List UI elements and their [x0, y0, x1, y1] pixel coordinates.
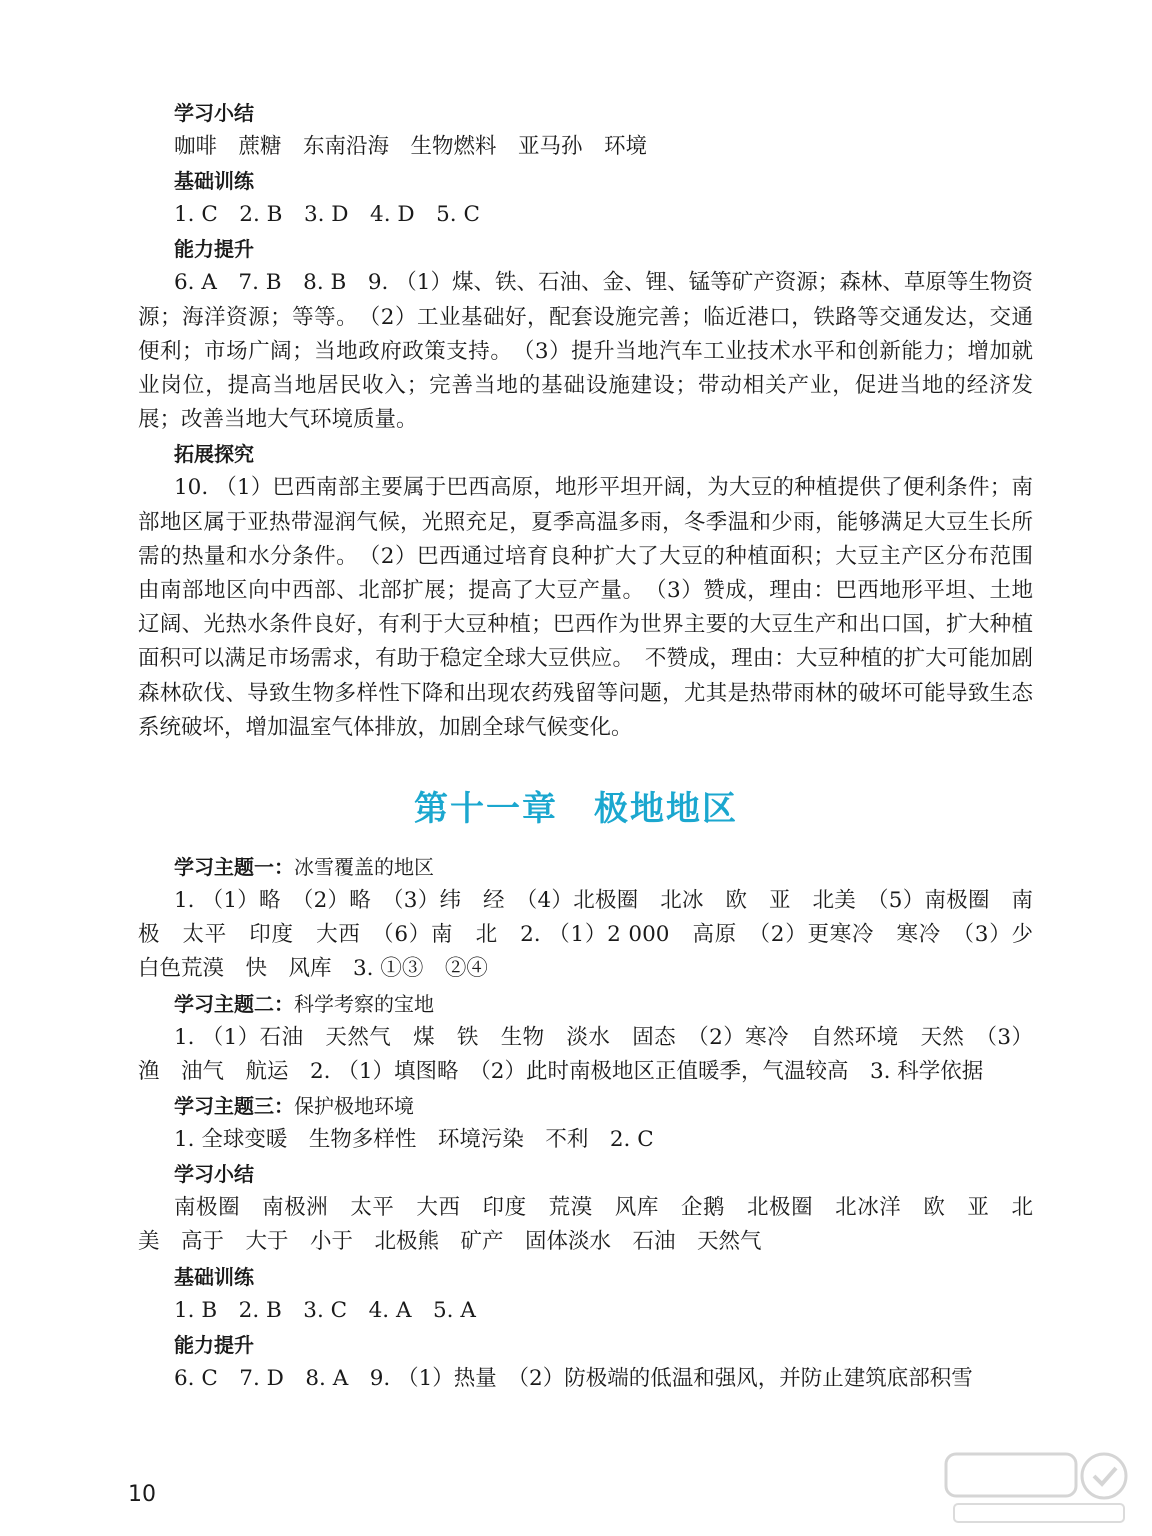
- section-chapter10-answers: [138, 96, 1033, 745]
- topic-3-label: 学习主题三：: [174, 1094, 294, 1119]
- topic-2-heading: [138, 987, 1033, 1021]
- topic-2-label: 学习主题二：: [174, 991, 294, 1016]
- ability-answers: 6. A 7. B 8. B 9. （1）煤、铁、石油、金、锂、锰等矿产资源；森林、草原等生物资源；海洋资源；等等。 （2）工业基础好，配套设施完善；临近港口，铁路等交通发达，交通便利；市场广阔；当地政府政策支持。 （3）提升当地汽车工业技术水平和创新能力；增加就业岗位，提高当地居民收入；完善当地的基础设施建设；带动相关产业，促进当地的经济发展；改善当地大气环境质量。: [138, 270, 1033, 433]
- heading-ability-2: 能力提升: [174, 1332, 254, 1357]
- chapter-title: 第十一章 极地地区: [414, 789, 738, 829]
- topic-2-answers: 1. （1）石油 天然气 煤 铁 生物 淡水 固态 （2）寒冷 自然环境 天然 （3）渔 油气 航运 2. （1）填图略 （2）此时南极地区正值暖季，气温较高 3. 科学依据: [138, 1024, 1033, 1084]
- heading-summary: 学习小结: [174, 101, 254, 125]
- topic-3-heading: [138, 1089, 1033, 1123]
- section-chapter11-answers: [138, 850, 1055, 1396]
- topic-2-title: 科学考察的宝地: [294, 991, 434, 1016]
- page-number: 10: [128, 1482, 156, 1507]
- topic-1-label: 学习主题一：: [174, 855, 294, 879]
- ability-answers-2: 6. C 7. D 8. A 9. （1）热量 （2）防极端的低温和强风，并防止建筑底部积雪: [174, 1365, 973, 1391]
- heading-basic-training: 基础训练: [174, 169, 254, 194]
- heading-summary-2: 学习小结: [174, 1162, 254, 1187]
- topic-1-heading: [138, 850, 1033, 884]
- topic-3-title: 保护极地环境: [294, 1094, 414, 1119]
- topic-1-answers: 1. （1）略 （2）略 （3）纬 经 （4）北极圈 北冰 欧 亚 北美 （5）南极圈 南极 太平 印度 大西 （6）南 北 2. （1）2 000 高原 （2）更寒冷 寒冷 （3）少 白色荒漠 快 风库 3. ①③ ②④: [138, 888, 1055, 982]
- explore-answers: 10. （1）巴西南部主要属于巴西高原，地形平坦开阔，为大豆的种植提供了便利条件；南部地区属于亚热带湿润气候，光照充足，夏季高温多雨，冬季温和少雨，能够满足大豆生长所需的热量和水分条件。 （2）巴西通过培育良种扩大了大豆的种植面积；大豆主产区分布范围由南部地区向中西部、北部扩展；提高了大豆产量。 （3）赞成，理由：巴西地形平坦、土地辽阔、光热水条件良好，有利于大豆种植；巴西作为世界主要的大豆生产和出口国，扩大种植面积可以满足市场需求，有助于稳定全球大豆供应。 不赞成，理由：大豆种植的扩大可能加剧森林砍伐、导致生物多样性下降和出现农药残留等问题，尤其是热带雨林的破坏可能导致生态系统破坏，增加温室气体排放，加剧全球气候变化。: [138, 475, 1033, 740]
- summary-answers-2: 南极圈 南极洲 太平 大西 印度 荒漠 风库 企鹅 北极圈 北冰洋 欧 亚 北美 高于 大于 小于 北极熊 矿产 固体淡水 石油 天然气: [138, 1195, 1033, 1255]
- basic-training-answers-2: 1. B 2. B 3. C 4. A 5. A: [174, 1297, 476, 1323]
- heading-explore: 拓展探究: [174, 442, 254, 467]
- topic-1-title: 冰雪覆盖的地区: [294, 855, 434, 879]
- watermark-logo-icon: [944, 1448, 1134, 1528]
- heading-ability: 能力提升: [174, 237, 254, 262]
- topic-3-answers: 1. 全球变暖 生物多样性 环境污染 不利 2. C: [174, 1127, 654, 1153]
- heading-basic-training-2: 基础训练: [174, 1264, 254, 1289]
- summary-answers: 咖啡 蔗糖 东南沿海 生物燃料 亚马孙 环境: [174, 134, 648, 159]
- basic-training-answers: 1. C 2. B 3. D 4. D 5. C: [174, 202, 480, 228]
